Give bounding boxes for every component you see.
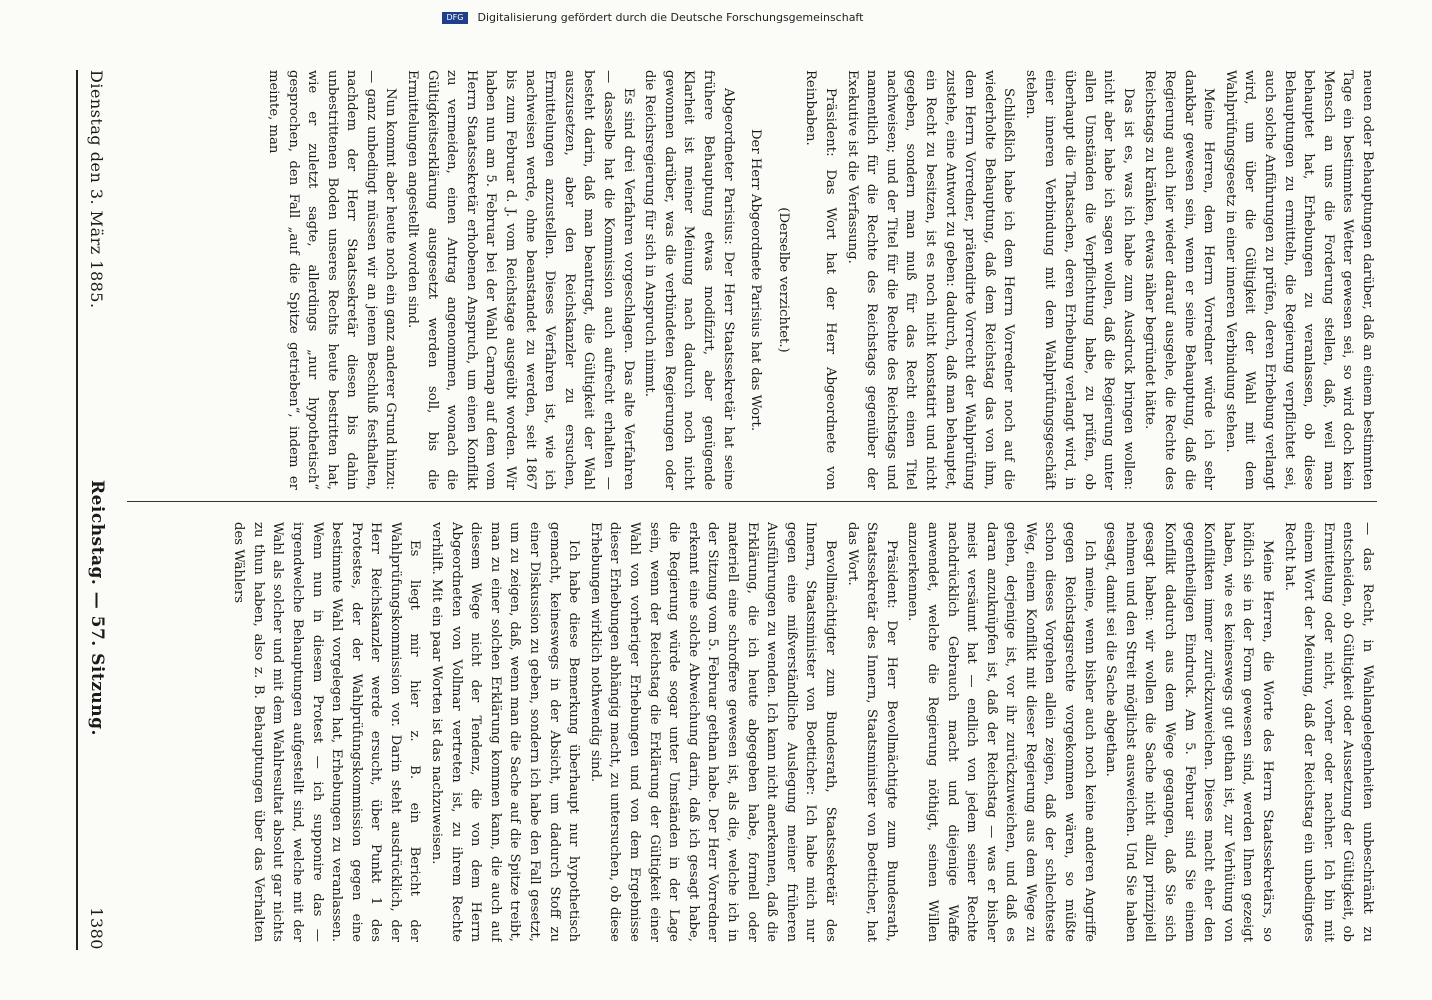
column-right-half bbox=[122, 70, 1377, 490]
credit-text: Digitalisierung gefördert durch die Deutsche Forschungsgemeinschaft bbox=[477, 11, 864, 24]
paragraph: — das Recht, in Wahlangelegenheiten unbeschränkt zu entscheiden, ob Gültigkeit oder Aussetzung der Gültigkeit, ob Ermittelung oder nicht, vorher oder nachher. Ich bin mit einem Wort der Meinung, daß der Reichstag ein unbedingtes Recht hat. bbox=[1281, 522, 1375, 942]
paragraph: Bevollmächtigter zum Bundesrath, Staatssekretär des Innern, Staatsminister von Boetticher: Ich habe mich nur gegen eine mißverständliche Auslegung meiner früheren Ausführungen zu wenden. Ich kann nicht anerkennen, daß die Erklärung, die ich heute abgegeben habe, formell oder materiell eine schroffere gewesen ist, als die, welche ich in der Sitzung vom 5. Februar gethan habe. Der Herr Vorredner erkennt eine solche Abweichung darin, daß ich gesagt habe, die Regierung würde sogar unter Umständen in der Lage sein, wenn der Reichstag die Erklärung der Gültigkeit einer Wahl von vorheriger Erhebungen und von dem Ergebnisse dieser Erhebungen abhängig macht, zu untersuchen, ob diese Erhebungen wirklich nothwendig sind. bbox=[587, 522, 838, 942]
paragraph: Der Herr Abgeordnete Parisius hat das Wort. bbox=[748, 128, 764, 432]
paragraph: Schließlich habe ich dem Herrn Vorredner noch auf die wiederholte Behauptung, daß dem Reichstag das von ihm, dem Herrn Vorredner, prätendirte Vorrecht der Wahlprüfung zustehe, eine Antwort zu geben: dadurch, daß man behauptet, ein Recht zu besitzen, ist es noch nicht konstatirt und nicht gegeben, sondern man muß für das Recht einen Titel nachweisen; und der Titel für die Rechte des Reichstags und namentlich für die Rechte des Reichstags gegenüber der Exekutive ist die Verfassung. bbox=[844, 70, 1017, 490]
column-divider bbox=[127, 501, 1377, 502]
paragraph: Präsident: Der Herr Bevollmächtigte zum Bundesrath, Staatssekretär des Innern, Staatsminister von Boetticher, hat das Wort. bbox=[844, 522, 899, 942]
dfg-logo: DFG bbox=[442, 12, 468, 24]
paragraph: Das ist es, was ich habe zum Ausdruck bringen wollen: nicht aber habe ich sagen wollen, daß die Regierung unter allen Umständen die Verpflichtung habe, zu prüfen, ob überhaupt die Thatsachen, deren Erhebung verlangt wird, in einer inneren Verbindung mit dem Wahlprüfungsgeschäft stehen. bbox=[1022, 70, 1136, 490]
header-date: Dienstag den 3. März 1885. bbox=[87, 70, 107, 309]
paragraph: Es liegt mir hier z. B. ein Bericht der Wahlprüfungskommission vor. Darin steht ausdrücklich, der Herr Reichskanzler werde ersucht, über Punkt 1 des Protestes, der der Wahlprüfungskommission gegen eine bestimmte Wahl vorgelegen hat, Erhebungen zu veranlassen. Wenn nun in diesem Protest — ich supponire das — irgendwelche Behauptungen aufgestellt sind, welche mit der Wahl als solcher und mit dem Wahlresultat absolut gar nichts zu thun haben, also z. B. Behauptungen über das Verhalten des Wählers bbox=[231, 522, 423, 942]
credit-line bbox=[442, 4, 1422, 32]
paragraph: Abgeordneter Parisius: Der Herr Staatssekretär hat seine frühere Behauptung etwas modifizirt, aber genügende Klarheit ist meiner Meinung nach dadurch noch nicht gewonnen darüber, was die verbündeten Regierungen oder die Reichsregierung für sich in Anspruch nimmt. bbox=[642, 70, 736, 490]
paragraph: Ich habe diese Bemerkung überhaupt nur hypothetisch gemacht, keineswegs in der Absicht, um dadurch Stoff zu einer Diskussion zu geben, sondern ich habe den Fall gesetzt, um zu zeigen, daß, wenn man die Sache auf die Spitze treibt, man zu einer solchen Erklärung kommen kann, die auch auf diesem Wege nicht der Tendenz, die von dem Herrn Abgeordneten von Vollmar vertreten ist, zu ihrem Rechte verhilft. Mit ein paar Worten ist das nachzuweisen. bbox=[429, 522, 582, 942]
page-header bbox=[80, 70, 114, 950]
paragraph: Es sind drei Verfahren vorgeschlagen. Das alte Verfahren — dasselbe hat die Kommission auch aufrecht erhalten — besteht darin, daß man beantragt, die Gültigkeit der Wahl auszusetzen, aber den Reichskanzler zu ersuchen, Ermittelungen anzustellen. Dieses Verfahren ist, wie ich nachweisen werde, ohne beanstandet zu werden, seit 1867 bis zum Februar d. J. vom Reichstage ausgeübt worden. Wir haben nun am 5. Februar bei der Wahl Carnap auf dem vom Herrn Staatssekretär erhobenen Anspruch, um einen Konflikt zu vermeiden, einen Antrag angenommen, wonach die Gültigkeitserklärung ausgesetzt werden soll, bis die Ermittelungen angestellt worden sind. bbox=[405, 70, 636, 490]
header-title: Reichstag. — 57. Sitzung. bbox=[87, 479, 107, 736]
header-rule bbox=[76, 70, 78, 950]
paragraph: Nun kommt aber heute noch ein ganz anderer Grund hinzu: — ganz unbedingt müssen wir an jenem Beschluß festhalten, nachdem der Herr Staatssekretär diesen bis dahin unbestrittenen Boden unseres Rechts heute bestritten hat, wie er zuletzt sagte, allerdings „nur hypothetisch“ gesprochen, den Fall „auf die Spitze getrieben“, indem er meinte, man bbox=[265, 70, 399, 490]
paragraph: Meine Herren, dem Herrn Vorredner würde ich sehr dankbar gewesen sein, wenn er seine Behauptung, daß die Regierung auch hier wieder darauf ausgehe, die Rechte des Reichstags zu kränken, etwas näher begründet hätte. bbox=[1142, 70, 1217, 490]
digitization-credit bbox=[432, 0, 1432, 28]
column-left-half bbox=[122, 522, 1377, 942]
page-number: 1380 bbox=[87, 907, 107, 950]
paragraph: (Derselbe verzichtet.) bbox=[775, 207, 791, 353]
paragraph: neuen oder Behauptungen darüber, daß an einem bestimmten Tage ein bestimmtes Wetter gewesen sei, so wird doch kein Mensch an uns die Forderung stellen, daß, weil man behauptet hat, Erhebungen zu veranlassen, ob diese Behauptungen zu ermitteln, die Regierung verpflichtet sei, auch solche Anführungen zu prüfen, deren Erhebung verlangt wird, um über die Gültigkeit der Wahl mit dem Wahlprüfungsgesetz in einer inneren Verbindung stehen. bbox=[1222, 70, 1375, 490]
paragraph: Meine Herren, die Worte des Herrn Staatssekretärs, so höflich sie in der Form gewesen sind, werden Ihnen gezeigt haben, wie es keineswegs gut gethan ist, zur Verhütung von Konflikten immer zurückzuweichen. Dieses macht eher den gegentheiligen Eindruck. Am 5. Februar sind Sie einem Konflikt dadurch aus dem Wege gegangen, daß Sie sich gesagt haben: wir wollen die Sache nicht allzu prinzipiell nehmen und den Streit möglichst ausweichen. Und Sie haben gesagt, damit sei die Sache abgethan. bbox=[1103, 522, 1276, 942]
paragraph: Präsident: Das Wort hat der Herr Abgeordnete von Reinbaben. bbox=[803, 70, 838, 490]
paragraph: Ich meine, wenn bisher auch noch keine anderen Angriffe gegen Reichstagsrechte vorgekommen wären, so müßte schon dieses Vorgehen allein zeigen, daß der schlechteste Weg, einem Konflikt mit dieser Regierung aus dem Wege zu gehen, derjenige ist, vor ihr zurückzuweichen, und daß es daran anzuknüpfen ist, daß der Reichstag — was er bisher meist versäumt hat — endlich von jedem seiner Rechte nachdrücklich Gebrauch macht und diejenige Waffe anwendet, welche die Regierung nöthigt, seinen Willen anzuerkennen. bbox=[905, 522, 1097, 942]
